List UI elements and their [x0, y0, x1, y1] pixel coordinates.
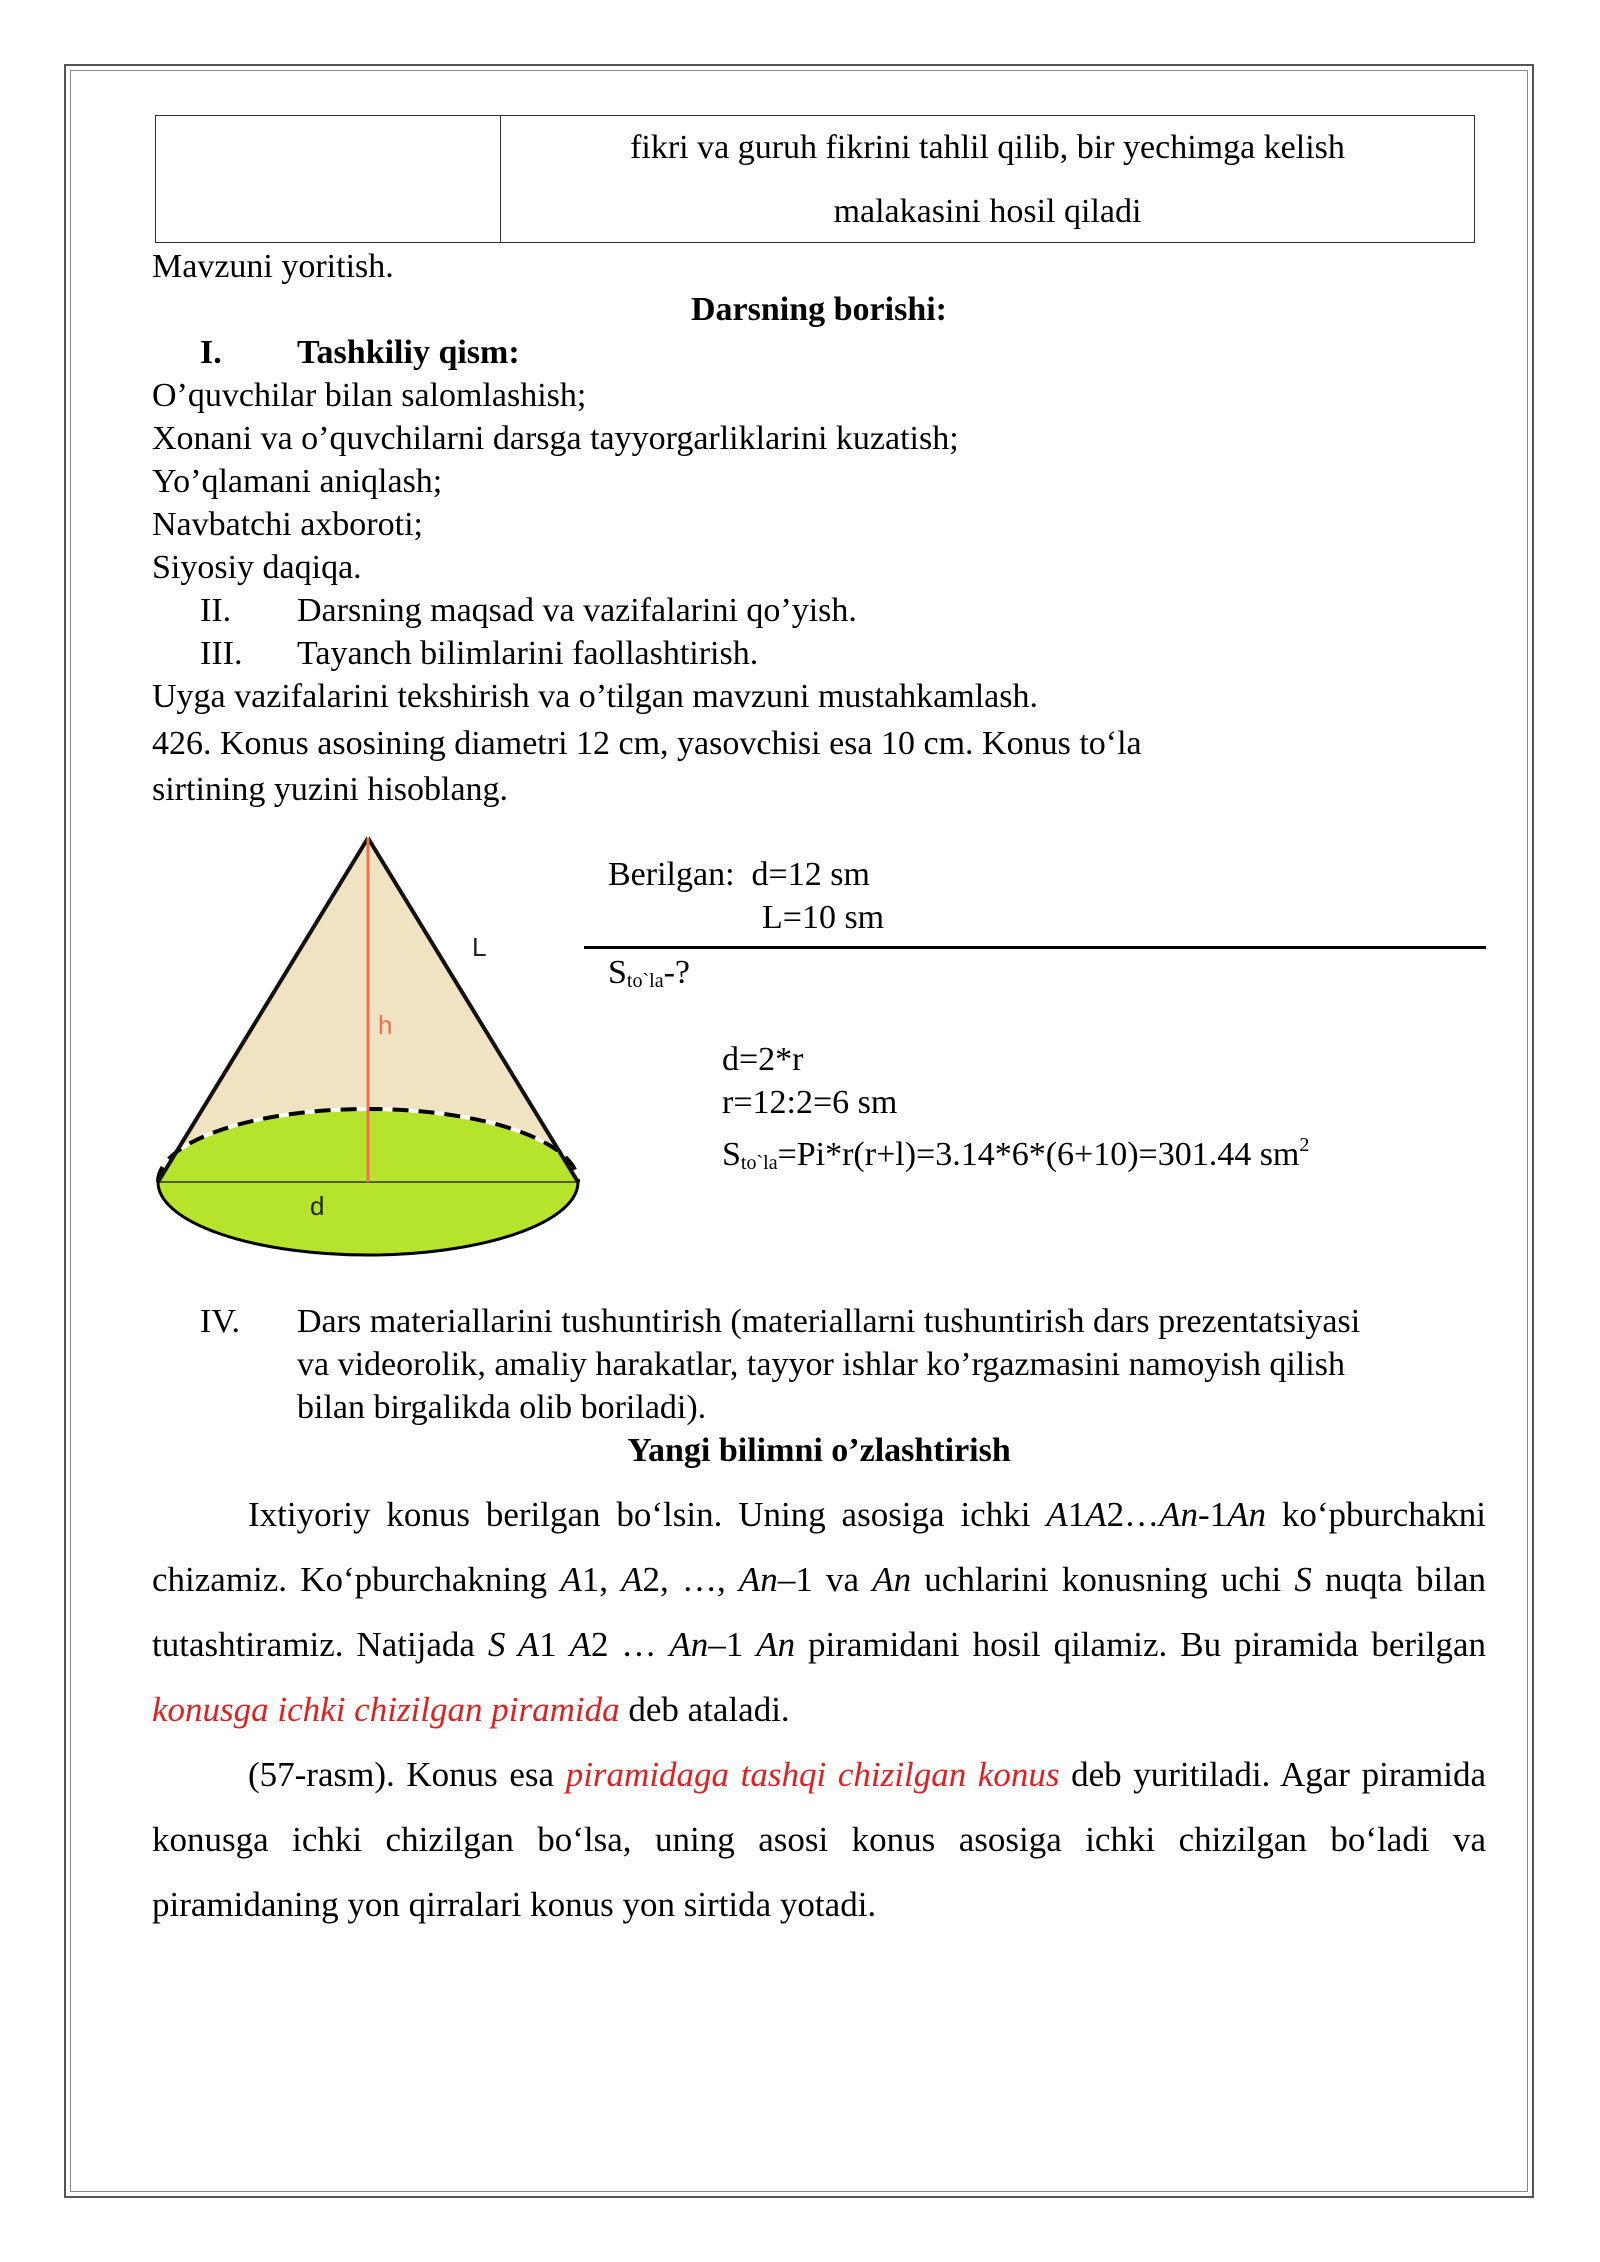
find-line: $S_{to`la}-$? [608, 954, 690, 992]
table-right-cell [501, 116, 1474, 242]
org-item-4: Navbatchi axboroti; [152, 506, 423, 543]
org-item-3: Yo’qlamani aniqlash; [152, 463, 443, 500]
section-4-line-2: va videorolik, amaliy harakatlar, tayyor ishlar ko’rgazmasini namoyish qilish [297, 1346, 1345, 1383]
given-label: Berilgan: [608, 856, 735, 893]
org-item-5: Siyosiy daqiqa. [152, 549, 362, 586]
problem-line-1: 426. Konus asosining diametri 12 cm, yasovchisi esa 10 cm. Konus to‘la [152, 725, 1142, 762]
cone-figure [150, 830, 590, 1270]
solution-line-2: r=12:2=6 sm [722, 1084, 898, 1121]
given-divider [584, 946, 1486, 949]
red-term-inscribed-pyramid: konusga ichki chizilgan piramida [152, 1690, 620, 1729]
section-2 [200, 589, 857, 632]
paragraph-2: (57-rasm). Konus esa piramidaga tashqi chizilgan konus deb yuritiladi. Agar piramida konusga ichki chizilgan bo‘lsa, uning asosi konus asosiga ichki chizilgan bo‘ladi va piramidaning yon qirralari konus yon sirtida yotadi. [152, 1755, 1486, 1924]
section-4-num: IV. [200, 1303, 240, 1340]
red-term-circumscribed-cone: piramidaga tashqi chizilgan konus [565, 1755, 1060, 1794]
section-1-num: I. [200, 334, 222, 371]
mavzuni-text: Mavzuni yoritish. [152, 248, 394, 285]
table-line-1: fikri va guruh fikrini tahlil qilib, bir yechimga kelish [630, 129, 1345, 166]
given-L: L=10 sm [762, 899, 885, 936]
section-1-heading [200, 331, 520, 374]
homework-text: Uyga vazifalarini tekshirish va o’tilgan mavzuni mustahkamlash. [152, 678, 1038, 715]
heading-darsning-borishi: Darsning borishi: [691, 291, 947, 328]
section-2-title: Darsning maqsad va vazifalarini qo’yish. [297, 592, 857, 629]
section-4-line-1: IV. Dars materiallarini tushuntirish (materiallarni tushuntirish dars prezentatsiyasi [200, 1300, 1360, 1343]
org-item-1: O’quvchilar bilan salomlashish; [152, 377, 587, 414]
section-3-title: Tayanch bilimlarini faollashtirish. [297, 635, 759, 672]
objectives-table [155, 115, 1475, 243]
section-2-num: II. [200, 592, 232, 629]
label-d: d [310, 1191, 325, 1221]
heading-yangi-bilim: Yangi bilimni o’zlashtirish [627, 1432, 1011, 1469]
paragraph-1: Ixtiyoriy konus berilgan bo‘lsin. Uning asosiga ichki A1A2…An-1An ko‘pburchakni chizamiz. Ko‘pburchakning A1, A2, …, An–1 va An uchlarini konusning uchi S nuqta bilan tutashtiramiz. Natijada S A1 A2 … An–1 An piramidani hosil qilamiz. Bu piramida berilgan konusga ichki chizilgan piramida deb ataladi. [152, 1495, 1487, 1729]
section-3-num: III. [200, 635, 243, 672]
org-item-2: Xonani va o’quvchilarni darsga tayyorgarliklarini kuzatish; [152, 420, 959, 457]
problem-line-2: sirtining yuzini hisoblang. [152, 771, 509, 808]
given-line-1 [608, 853, 870, 896]
section-3 [200, 632, 758, 675]
table-left-cell [156, 116, 501, 242]
label-h: h [378, 1010, 393, 1040]
label-L: L [472, 932, 487, 962]
section-1-title: Tashkiliy qism: [297, 334, 520, 371]
section-4-line-3: bilan birgalikda olib boriladi). [297, 1389, 707, 1426]
solution-line-1: d=2*r [722, 1041, 804, 1078]
table-line-2: malakasini hosil qiladi [833, 193, 1142, 230]
given-d: d=12 sm [751, 856, 870, 893]
solution-line-3: $S_{to`la}=Pi*r(r+l)=3.14*6*(6+10)=301.44$ $sm^2$ [722, 1134, 1310, 1174]
